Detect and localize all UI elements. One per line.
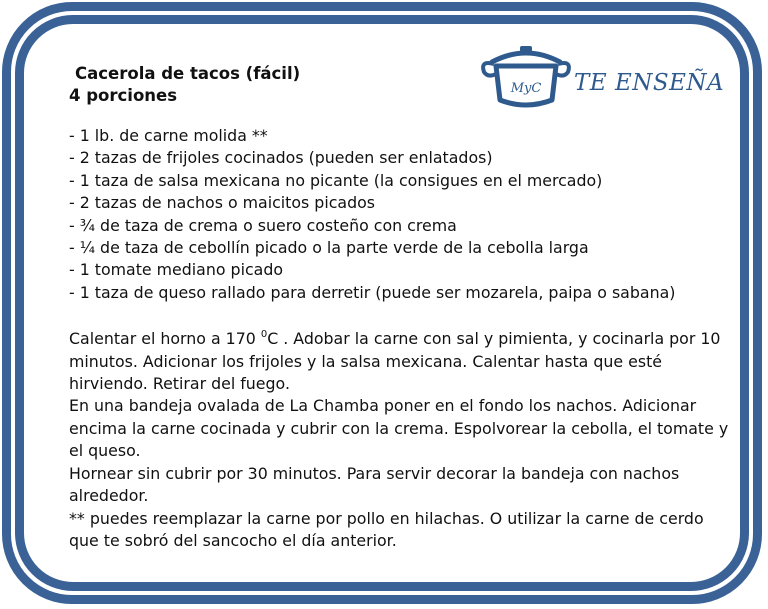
ingredient-item: - 1 lb. de carne molida **	[69, 126, 268, 145]
step-2: En una bandeja ovalada de La Chamba poner en el fondo los nachos. Adicionar encima la carne cocinada y cubrir con la crema. Espolvorear la cebolla, el tomate y el queso.	[69, 396, 729, 461]
step-1	[69, 324, 729, 395]
recipe-servings: 4 porciones	[69, 86, 178, 105]
ingredient-item: - ¼ de taza de cebollín picado o la parte verde de la cebolla larga	[69, 238, 589, 258]
recipe-title: Cacerola de tacos (fácil)	[75, 64, 301, 83]
ingredient-item: - 1 taza de queso rallado para derretir (puede ser mozarela, paipa o sabana)	[69, 282, 676, 302]
brand-title: TE ENSEÑA	[574, 70, 725, 96]
recipe-card-content	[69, 63, 729, 552]
ingredient-item: - 2 tazas de nachos o maicitos picados	[69, 193, 375, 213]
step-1-after-temp: C . Adobar la carne con sal y pimienta, y cocinarla por 10 minutos. Adicionar los frijoles y la salsa mexicana. Calentar hasta que esté hirviendo. Retirar del fuego.	[69, 329, 721, 394]
ingredient-item: - 2 tazas de frijoles cocinados (pueden ser enlatados)	[69, 148, 493, 168]
logo-pot-text: MyC	[510, 81, 542, 96]
step-1-before-temp: Calentar el horno a 170	[69, 329, 261, 349]
ingredients-list	[69, 125, 729, 304]
ingredient-item: - 1 taza de salsa mexicana no picante (la consigues en el mercado)	[69, 170, 603, 190]
degree-symbol: 0	[260, 329, 268, 341]
recipe-note: ** puedes reemplazar la carne por pollo en hilachas. O utilizar la carne de cerdo que te sobró del sancocho el día anterior.	[69, 508, 704, 550]
ingredient-item: - ¾ de taza de crema o suero costeño con crema	[69, 215, 457, 235]
step-3: Hornear sin cubrir por 30 minutos. Para servir decorar la bandeja con nachos alrededor.	[69, 463, 680, 506]
ingredient-item: - 1 tomate mediano picado	[69, 260, 284, 280]
preparation-steps	[69, 324, 729, 552]
